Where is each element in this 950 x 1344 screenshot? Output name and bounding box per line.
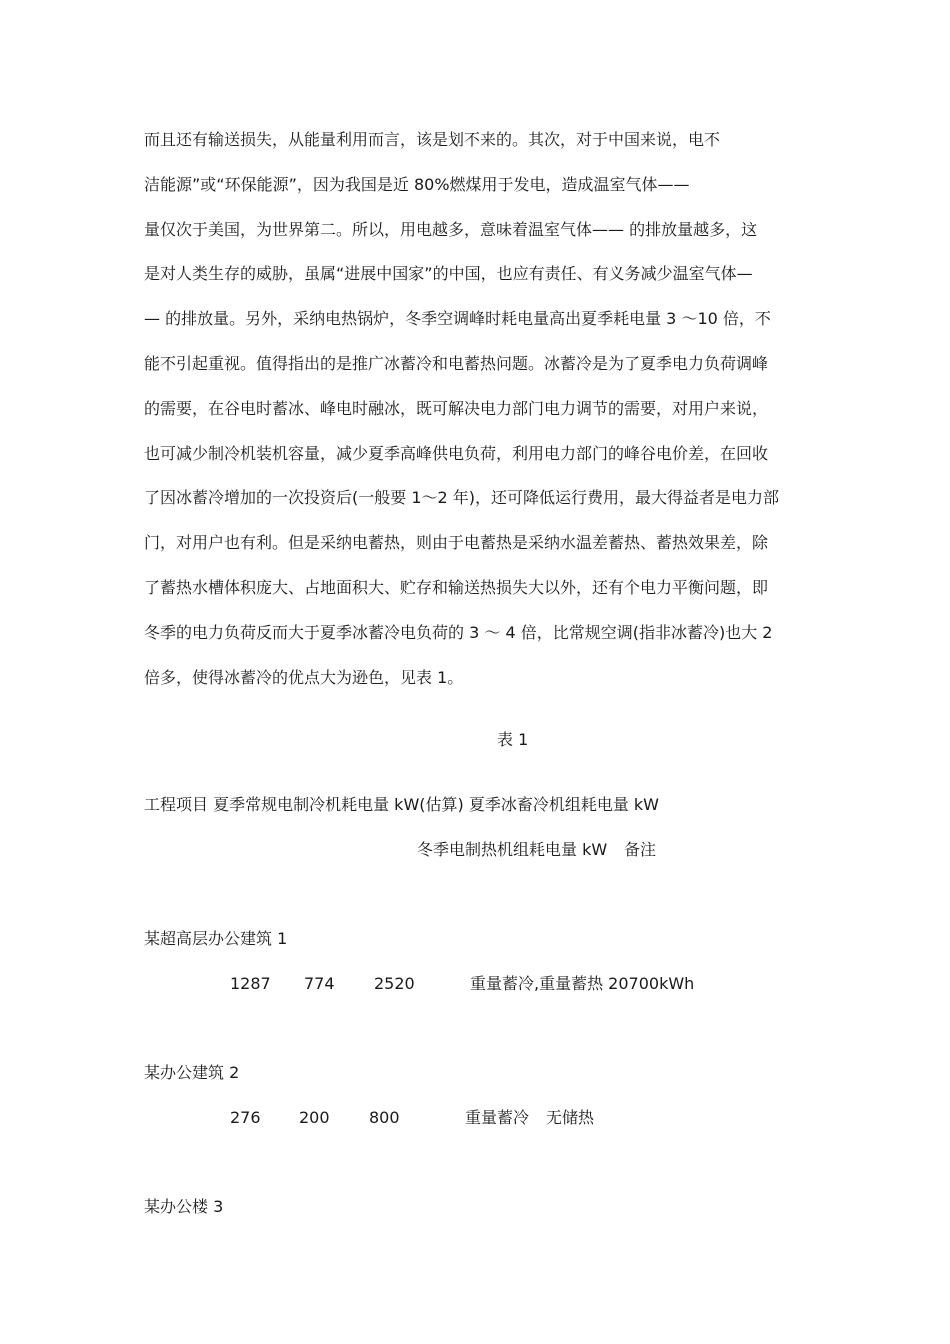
paragraph-line: 也可减少制冷机装机容量，减少夏季高峰供电负荷，利用电力部门的峰谷电价差，在回收 — [144, 443, 769, 463]
table-cell-ice-storage: 774 — [304, 974, 335, 993]
table-cell-conventional: 276 — [230, 1108, 261, 1127]
paragraph-line: 量仅次于美国，为世界第二。所以，用电越多，意味着温室气体—— 的排放量越多，这 — [144, 219, 758, 239]
paragraph-line: 洁能源”或“环保能源”，因为我国是近 80%燃煤用于发电，造成温室气体—— — [144, 174, 690, 194]
paragraph-line: 门，对用户也有利。但是采纳电蓄热，则由于电蓄热是采纳水温差蓄热、蓄热效果差，除 — [144, 533, 769, 553]
table-header-line-1: 工程项目 夏季常规电制冷机耗电量 kW(估算) 夏季冰畜冷机组耗电量 kW — [144, 795, 660, 814]
table-row-name: 某超高层办公建筑 1 — [144, 929, 288, 948]
table-header-line-2: 冬季电制热机组耗电量 kW — [417, 840, 608, 859]
paragraph-line: 而且还有输送损失，从能量利用而言，该是划不来的。其次，对于中国来说，电不 — [144, 130, 721, 149]
table-cell-conventional: 1287 — [230, 974, 271, 993]
table-caption: 表 1 — [497, 730, 529, 749]
table-cell-winter-heating: 800 — [369, 1108, 400, 1127]
table-cell-winter-heating: 2520 — [374, 974, 415, 993]
paragraph-line: 冬季的电力负荷反而大于夏季冰蓄冷电负荷的 3 ～ 4 倍，比常规空调(指非冰蓄冷)也大 2 — [144, 622, 773, 642]
table-cell-note: 重量蓄冷,重量蓄热 20700kWh — [470, 974, 695, 993]
paragraph-line: 了蓄热水槽体积庞大、占地面积大、贮存和输送热损失大以外，还有个电力平衡问题，即 — [144, 577, 769, 597]
table-cell-note: 重量蓄冷 — [465, 1108, 530, 1127]
body-paragraph — [144, 118, 808, 700]
paragraph-line: 倍多，使得冰蓄冷的优点大为逊色，见表 1。 — [144, 667, 464, 687]
paragraph-line: 了因冰蓄冷增加的一次投资后(一般要 1～2 年)，还可降低运行费用，最大得益者是电力部 — [144, 488, 780, 508]
table-row-name: 某办公建筑 2 — [144, 1063, 240, 1082]
table-row-name: 某办公楼 3 — [144, 1197, 224, 1216]
paragraph-line: — 的排放量。另外，采纳电热锅炉，冬季空调峰时耗电量高出夏季耗电量 3 ～10 倍，不 — [144, 309, 771, 329]
table-cell-ice-storage: 200 — [299, 1108, 330, 1127]
paragraph-line: 是对人类生存的威胁，虽属“进展中国家”的中国，也应有责任、有义务减少温室气体— — [144, 264, 753, 284]
paragraph-line: 能不引起重视。值得指出的是推广冰蓄冷和电蓄热问题。冰蓄冷是为了夏季电力负荷调峰 — [144, 353, 769, 373]
table-cell-note-2: 无储热 — [546, 1108, 595, 1127]
paragraph-line: 的需要，在谷电时蓄冰、峰电时融冰，既可解决电力部门电力调节的需要，对用户来说， — [144, 398, 769, 418]
table-header-note: 备注 — [624, 840, 657, 859]
